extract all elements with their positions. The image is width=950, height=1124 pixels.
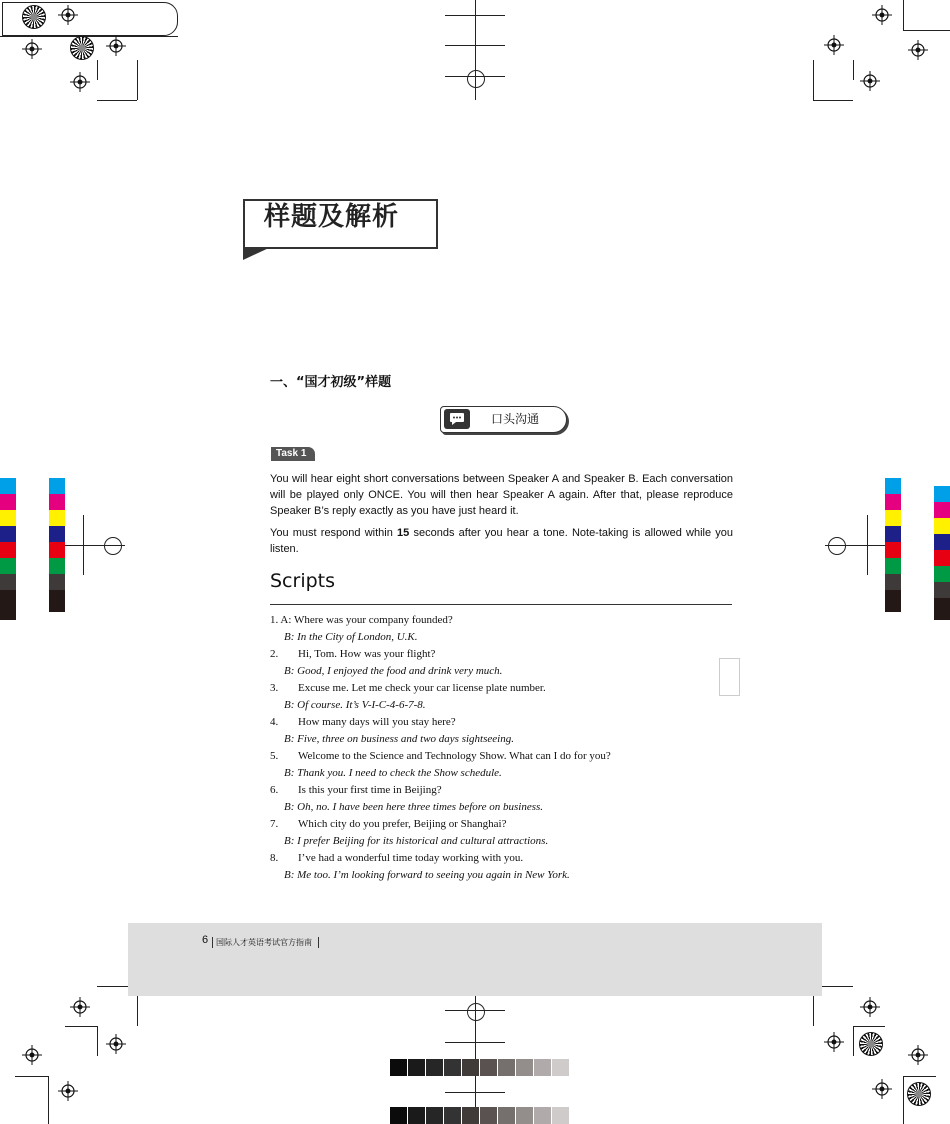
- registration-target-icon: [70, 72, 90, 92]
- swatch: [934, 598, 950, 620]
- script-text-a: Is this your first time in Beijing?: [298, 784, 442, 796]
- swatch: [49, 542, 65, 558]
- swatch: [885, 526, 901, 542]
- star-target-icon: [22, 5, 46, 29]
- swatch: [0, 574, 16, 590]
- script-line-a: [270, 648, 435, 660]
- gray-swatch: [480, 1059, 497, 1076]
- script-text-a: How many days will you stay here?: [298, 716, 456, 728]
- margin-box: [719, 658, 740, 696]
- script-text-a: I’ve had a wonderful time today working with you.: [298, 852, 524, 864]
- swatch: [885, 510, 901, 526]
- script-text-a: Hi, Tom. How was your flight?: [298, 648, 436, 660]
- registration-target-icon: [106, 1034, 126, 1054]
- swatch: [49, 526, 65, 542]
- swatch: [49, 590, 65, 612]
- script-line-a: [270, 716, 456, 728]
- star-target-icon: [907, 1082, 931, 1106]
- swatch: [934, 534, 950, 550]
- registration-target-icon: [908, 40, 928, 60]
- script-line-a: [270, 784, 442, 796]
- crosshair-circle-icon: [104, 537, 122, 555]
- crosshair-circle-icon: [467, 70, 485, 88]
- script-text-a: Welcome to the Science and Technology Show. What can I do for you?: [298, 750, 611, 762]
- gray-swatch: [390, 1107, 407, 1124]
- script-line-b: B: Good, I enjoyed the food and drink very much.: [284, 665, 503, 677]
- task-badge: Task 1: [271, 447, 315, 461]
- registration-target-icon: [106, 36, 126, 56]
- gray-swatch: [426, 1059, 443, 1076]
- script-line-a: [270, 818, 507, 830]
- script-number: 6.: [270, 784, 279, 796]
- swatch: [934, 582, 950, 598]
- swatch: [885, 478, 901, 494]
- gray-swatch: [408, 1107, 425, 1124]
- registration-target-icon: [70, 997, 90, 1017]
- script-number: 4.: [270, 716, 279, 728]
- swatch: [885, 494, 901, 510]
- script-text-a: A: Where was your company founded?: [280, 614, 453, 626]
- gray-swatch: [552, 1107, 569, 1124]
- script-line-b: B: Me too. I’m looking forward to seeing you again in New York.: [284, 869, 570, 881]
- script-text-a: Excuse me. Let me check your car license plate number.: [298, 682, 546, 694]
- swatch: [49, 574, 65, 590]
- star-target-icon: [70, 36, 94, 60]
- swatch: [49, 510, 65, 526]
- gray-swatch: [444, 1107, 461, 1124]
- gray-swatch: [516, 1059, 533, 1076]
- title-frame-corner: [243, 247, 271, 260]
- gray-swatch: [390, 1059, 407, 1076]
- instruction-text: You must respond within: [270, 527, 398, 539]
- swatch: [0, 526, 16, 542]
- pill-label: 口头沟通: [491, 412, 540, 426]
- crosshair-circle-icon: [467, 1003, 485, 1021]
- page-title: 样题及解析: [264, 202, 400, 232]
- gray-swatch: [480, 1107, 497, 1124]
- section-heading: 一、“国才初级”样题: [270, 375, 392, 390]
- registration-target-icon: [58, 1081, 78, 1101]
- instruction-seconds: 15: [397, 527, 410, 539]
- swatch: [0, 542, 16, 558]
- gray-swatch: [444, 1059, 461, 1076]
- swatch: [0, 558, 16, 574]
- speech-bubble-icon: [444, 409, 470, 429]
- gray-swatch: [426, 1107, 443, 1124]
- script-line-b: B: Of course. It’s V-I-C-4-6-7-8.: [284, 699, 426, 711]
- script-number: 7.: [270, 818, 279, 830]
- registration-target-icon: [824, 1032, 844, 1052]
- script-text-a: Which city do you prefer, Beijing or Shanghai?: [298, 818, 507, 830]
- instruction-paragraph: You will hear eight short conversations between Speaker A and Speaker B. Each conversation will be played only ONCE. You will then hear Speaker A again. After that, please reproduce Speaker B’s reply exactly as you have just heard it.: [270, 473, 733, 517]
- page-number: 6: [202, 934, 209, 946]
- gray-swatch: [534, 1107, 551, 1124]
- gray-scale-bar: [390, 1059, 570, 1076]
- registration-target-icon: [872, 1079, 892, 1099]
- script-line-a: [270, 682, 546, 694]
- script-number: 2.: [270, 648, 279, 660]
- registration-target-icon: [22, 1045, 42, 1065]
- gray-scale-bar: [390, 1107, 570, 1124]
- script-line-a: [270, 750, 611, 762]
- swatch: [0, 494, 16, 510]
- swatch: [934, 486, 950, 502]
- swatch: [0, 590, 16, 620]
- script-number: 3.: [270, 682, 279, 694]
- gray-swatch: [498, 1107, 515, 1124]
- swatch: [934, 502, 950, 518]
- registration-target-icon: [860, 997, 880, 1017]
- gray-swatch: [498, 1059, 515, 1076]
- script-line-b: B: Oh, no. I have been here three times before on business.: [284, 801, 544, 813]
- script-number: 5.: [270, 750, 279, 762]
- footer-divider: [212, 937, 213, 948]
- footer-divider: [318, 937, 319, 948]
- script-line-b: B: In the City of London, U.K.: [284, 631, 418, 643]
- swatch: [0, 510, 16, 526]
- swatch: [885, 542, 901, 558]
- instruction-paragraph-time: [270, 525, 733, 557]
- script-number: 1.: [270, 614, 279, 626]
- star-target-icon: [859, 1032, 883, 1056]
- script-line-b: B: Thank you. I need to check the Show schedule.: [284, 767, 502, 779]
- registration-target-icon: [872, 5, 892, 25]
- swatch: [0, 478, 16, 494]
- script-line-a: [270, 852, 523, 864]
- swatch: [49, 494, 65, 510]
- script-line-a: [270, 614, 453, 626]
- gray-swatch: [462, 1107, 479, 1124]
- swatch: [885, 590, 901, 612]
- script-line-b: B: I prefer Beijing for its historical and cultural attractions.: [284, 835, 549, 847]
- swatch: [49, 478, 65, 494]
- script-line-b: B: Five, three on business and two days sightseeing.: [284, 733, 514, 745]
- footer-title: 国际人才英语考试官方指南: [216, 938, 312, 947]
- crosshair-circle-icon: [828, 537, 846, 555]
- swatch: [49, 558, 65, 574]
- gray-swatch: [552, 1059, 569, 1076]
- swatch: [934, 550, 950, 566]
- scripts-heading: Scripts: [270, 570, 336, 592]
- swatch: [934, 518, 950, 534]
- swatch: [934, 566, 950, 582]
- instruction-text: seconds after you hear a tone. Note-taking is allowed while you listen.: [270, 527, 734, 555]
- registration-target-icon: [58, 5, 78, 25]
- script-number: 8.: [270, 852, 279, 864]
- gray-swatch: [408, 1059, 425, 1076]
- registration-target-icon: [824, 35, 844, 55]
- swatch: [885, 574, 901, 590]
- registration-target-icon: [908, 1045, 928, 1065]
- corner-frame-bottom: [0, 36, 178, 37]
- gray-swatch: [534, 1059, 551, 1076]
- section-pill: [440, 406, 567, 433]
- swatch: [885, 558, 901, 574]
- registration-target-icon: [22, 39, 42, 59]
- footer-band: [128, 923, 822, 996]
- gray-swatch: [516, 1107, 533, 1124]
- registration-target-icon: [860, 71, 880, 91]
- gray-swatch: [462, 1059, 479, 1076]
- divider: [270, 604, 732, 605]
